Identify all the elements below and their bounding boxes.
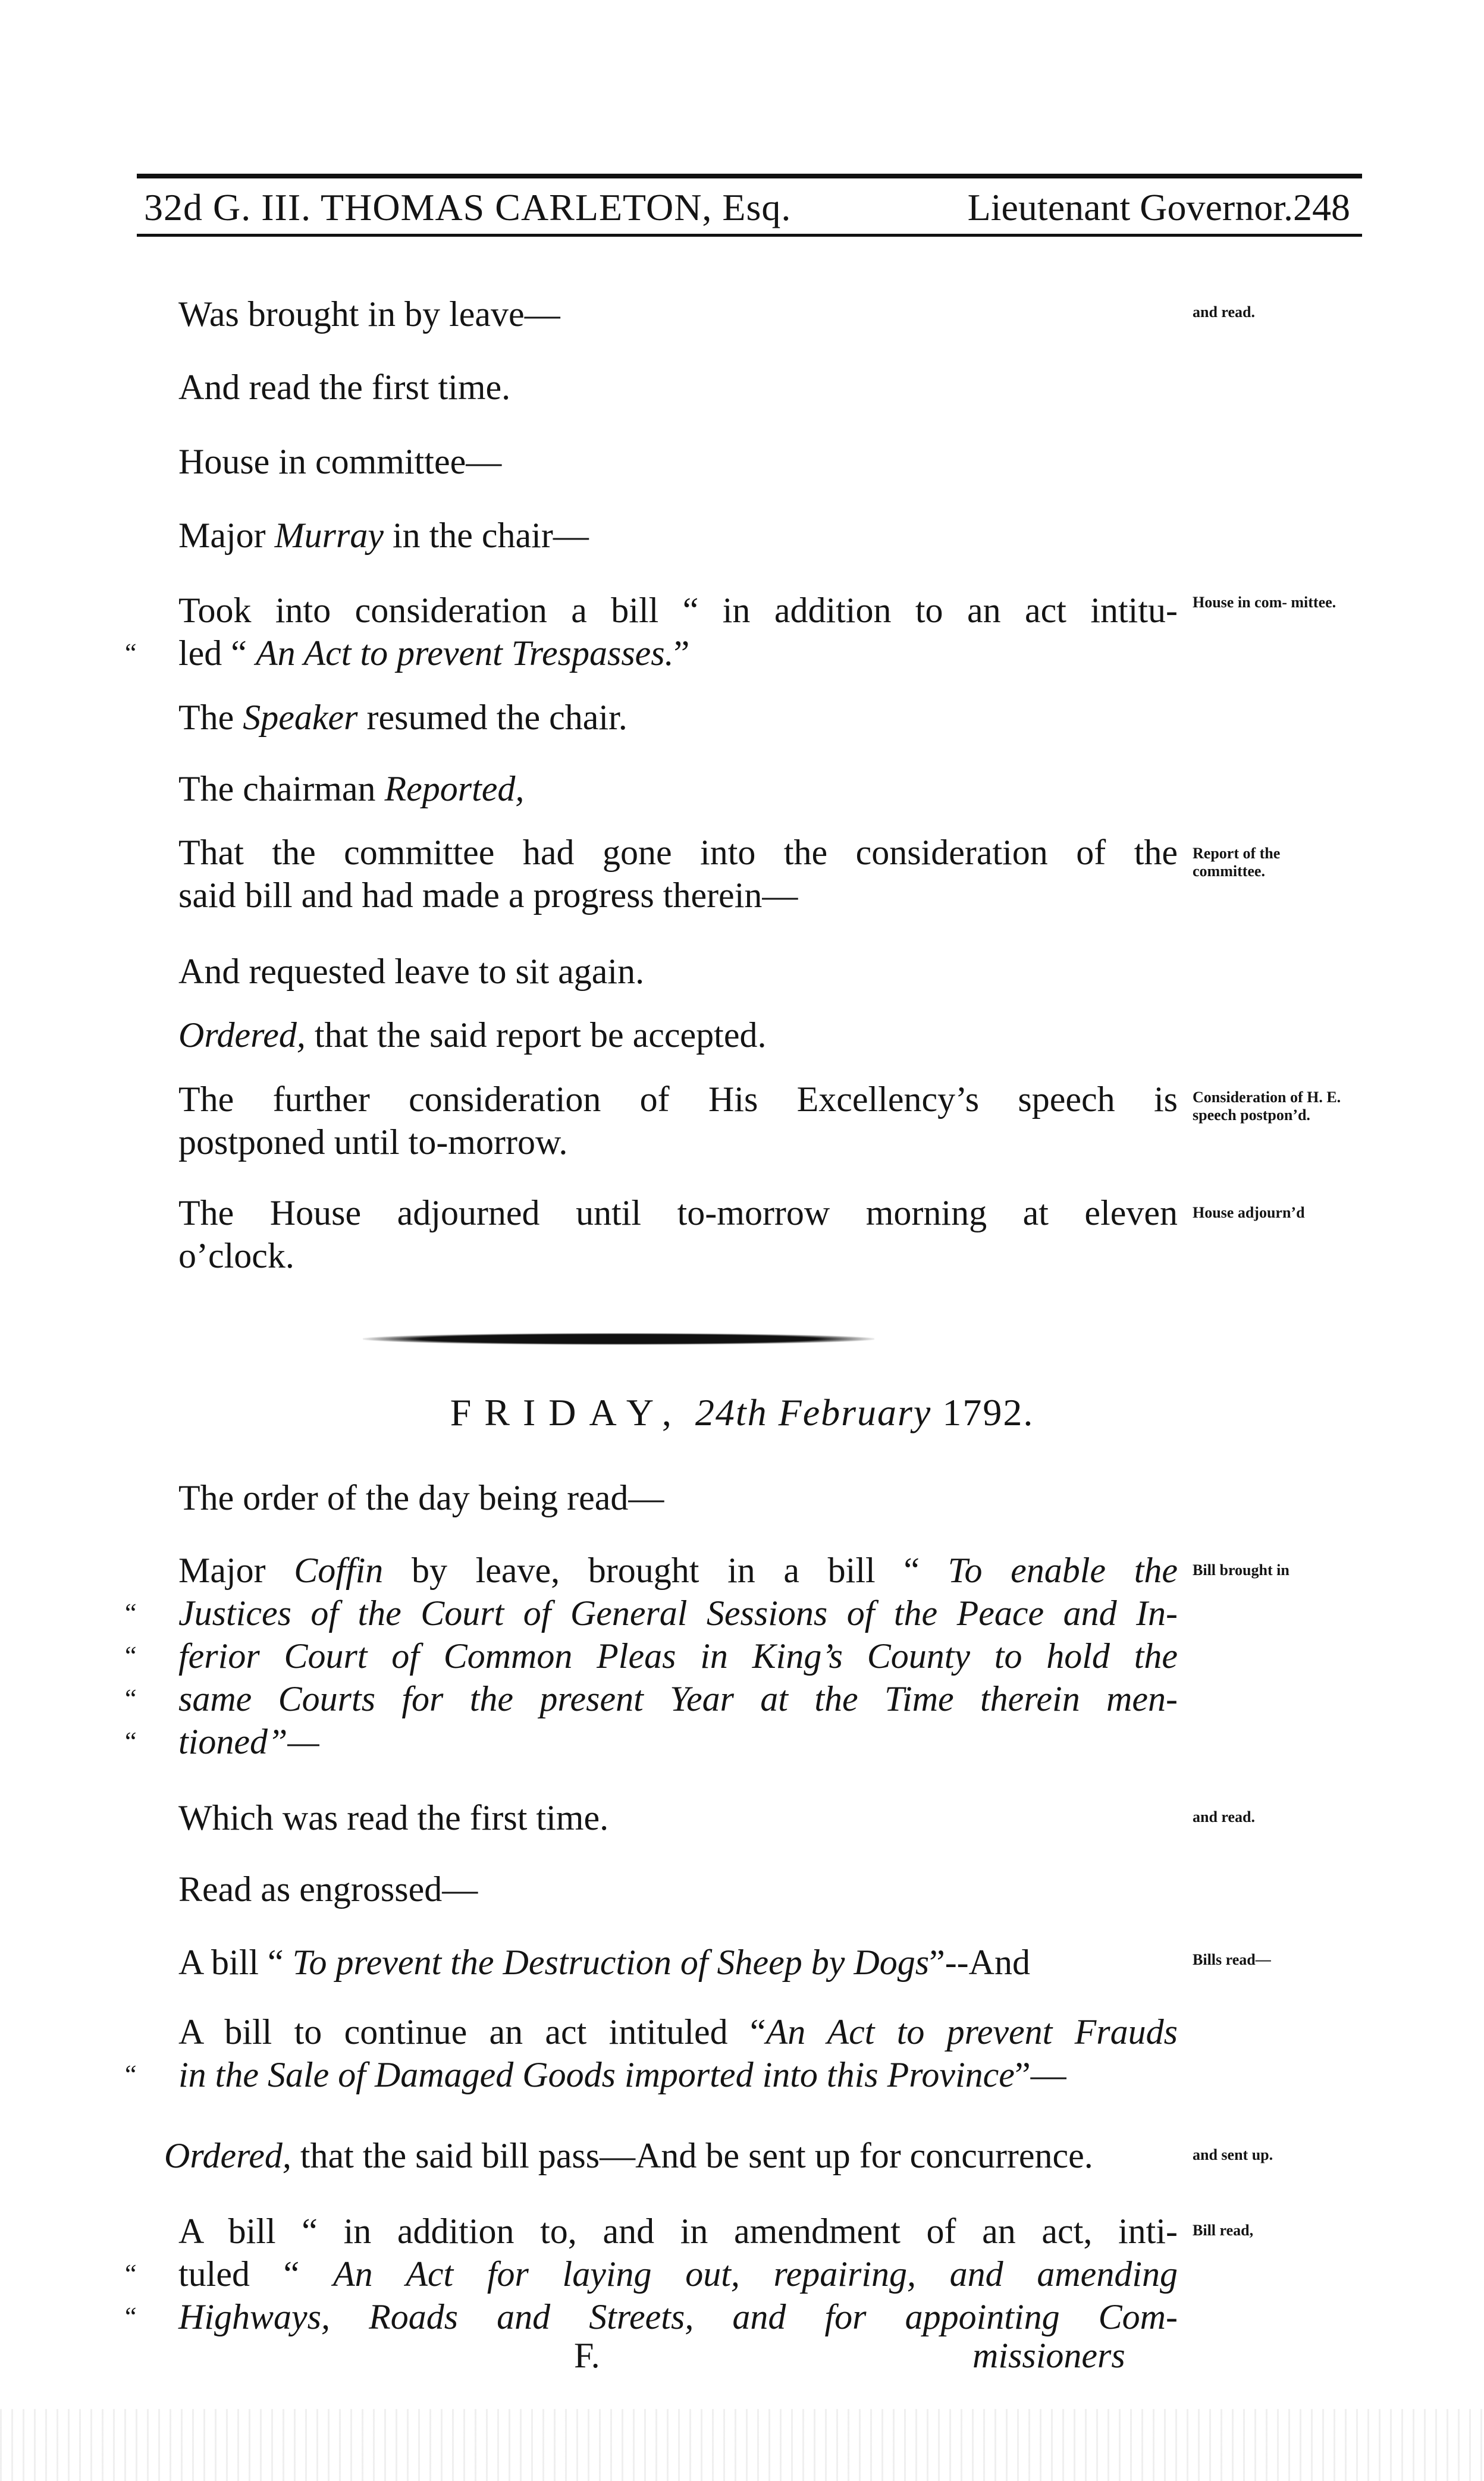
scan-noise — [0, 2409, 1484, 2481]
quote-mark: “ — [125, 2060, 137, 2089]
name: Murray — [274, 516, 384, 555]
text-line — [178, 1592, 1178, 1635]
text: Major — [178, 516, 275, 555]
text: The chairman — [178, 769, 385, 808]
year: 1792. — [942, 1391, 1034, 1434]
date: 24th February — [695, 1391, 932, 1434]
text: ”--And — [929, 1943, 1030, 1982]
text-line: That the committee had gone into the consideration of the — [178, 833, 1178, 872]
signature-mark: F. — [574, 2336, 600, 2375]
italic: Ordered, — [164, 2136, 291, 2175]
margin-note: Bills read— — [1193, 1951, 1271, 1968]
section-divider — [363, 1333, 874, 1345]
text-line: And requested leave to sit again. — [178, 952, 645, 991]
page-number: 248 — [1293, 186, 1350, 228]
quote-mark: “ — [125, 1641, 137, 1670]
chairman-line — [178, 767, 1178, 810]
text-line — [178, 2053, 1178, 2096]
text-line: A bill “ in addition to, and in amendment of an act, inti- — [178, 2212, 1178, 2251]
name: Speaker — [243, 698, 358, 737]
italic: To prevent the Destruction of Sheep by Dogs — [292, 1943, 930, 1982]
margin-note: and read. — [1193, 303, 1255, 321]
quote-mark: “ — [125, 1598, 137, 1627]
text: that the said report be accepted. — [305, 1015, 767, 1055]
margin-note: Consideration of H. E. speech postpon’d. — [1193, 1089, 1341, 1124]
text-line: said bill and had made a progress therein— — [178, 876, 798, 915]
text-line: postponed until to-morrow. — [178, 1122, 568, 1162]
running-header — [137, 181, 1362, 234]
ordered-line — [178, 1014, 1178, 1056]
margin-note: Bill brought in — [1193, 1561, 1290, 1579]
text-line: The order of the day being read— — [178, 1478, 664, 1517]
text: Major — [178, 1551, 294, 1590]
header-bottom-rule — [137, 234, 1362, 237]
text-line — [178, 2010, 1178, 2053]
text: A bill to continue an act intituled “ — [178, 2012, 766, 2052]
day: FRIDAY, — [450, 1391, 685, 1434]
margin-note: Report of the committee. — [1193, 845, 1281, 880]
text-line: Took into consideration a bill “ in addition to an act intitu- — [178, 591, 1178, 630]
header-title-right: Lieutenant Governor. — [967, 186, 1293, 228]
margin-note: and read. — [1193, 1808, 1255, 1826]
catchword: missioners — [972, 2336, 1125, 2375]
text: that the said bill pass—And be sent up for concurrence. — [291, 2136, 1093, 2175]
header-left: 32d G. III. THOMAS CARLETON, Esq. — [144, 186, 792, 228]
italic: tioned”— — [178, 1722, 319, 1761]
quote-mark: “ — [125, 638, 137, 667]
text-line — [178, 1549, 1178, 1592]
italic: Justices of the Court of General Sessions of the Peace and In- — [178, 1594, 1178, 1633]
italic: Ordered, — [178, 1015, 306, 1055]
text-line: Was brought in by leave— — [178, 294, 560, 334]
text-line — [178, 1941, 1178, 1984]
text: resumed the chair. — [357, 698, 628, 737]
text-line — [178, 2253, 1178, 2295]
text: ”— — [1014, 2055, 1066, 2094]
margin-note: House in com- mittee. — [1193, 594, 1336, 611]
italic-title: An Act to prevent Trespasses. — [255, 633, 674, 673]
margin-note: and sent up. — [1193, 2146, 1273, 2163]
quote-mark: “ — [125, 2302, 137, 2331]
quote-mark: “ — [125, 1684, 137, 1713]
text-line — [178, 1720, 1178, 1763]
italic: ferior Court of Common Pleas in King’s County to hold the — [178, 1636, 1178, 1676]
italic: in the Sale of Damaged Goods imported into this Province — [178, 2055, 1015, 2094]
margin-note: Bill read, — [1193, 2222, 1254, 2239]
chair-line — [178, 514, 1178, 557]
text: tuled “ — [178, 2254, 333, 2294]
text: A bill “ — [178, 1943, 293, 1982]
text-line: o’clock. — [178, 1236, 294, 1275]
text-line — [178, 2295, 1178, 2338]
italic: Reported, — [384, 769, 525, 808]
speaker-line — [178, 696, 1178, 739]
header-top-rule — [137, 174, 1362, 178]
header-right — [968, 181, 1350, 234]
quote-mark: “ — [125, 1727, 137, 1756]
text-line: And read the first time. — [178, 368, 511, 407]
text-line: Read as engrossed— — [178, 1870, 478, 1909]
quote-mark: “ — [125, 2259, 137, 2288]
text: The — [178, 698, 243, 737]
pass-line — [164, 2134, 1178, 2177]
text: in the chair— — [383, 516, 589, 555]
text-line: Which was read the first time. — [178, 1798, 609, 1837]
text: led “ — [178, 633, 256, 673]
italic: To enable the — [947, 1551, 1178, 1590]
text-line — [178, 632, 1178, 675]
italic: same Courts for the present Year at the Time therein men- — [178, 1679, 1178, 1718]
italic: An Act for laying out, repairing, and amending — [332, 2254, 1178, 2294]
margin-note: House adjourn’d — [1193, 1204, 1305, 1221]
text: ” — [673, 633, 690, 673]
date-heading — [0, 1389, 1484, 1436]
italic: An Act to prevent Frauds — [765, 2012, 1178, 2052]
text-line: House in committee— — [178, 442, 502, 481]
name: Coffin — [294, 1551, 384, 1590]
text-line: The House adjourned until to-morrow morning at eleven — [178, 1193, 1178, 1232]
text: by leave, brought in a bill “ — [383, 1551, 948, 1590]
text-line: The further consideration of His Excellency’s speech is — [178, 1080, 1178, 1119]
text-line — [178, 1635, 1178, 1677]
text-line — [178, 1677, 1178, 1720]
italic: Highways, Roads and Streets, and for appointing Com- — [178, 2297, 1178, 2336]
